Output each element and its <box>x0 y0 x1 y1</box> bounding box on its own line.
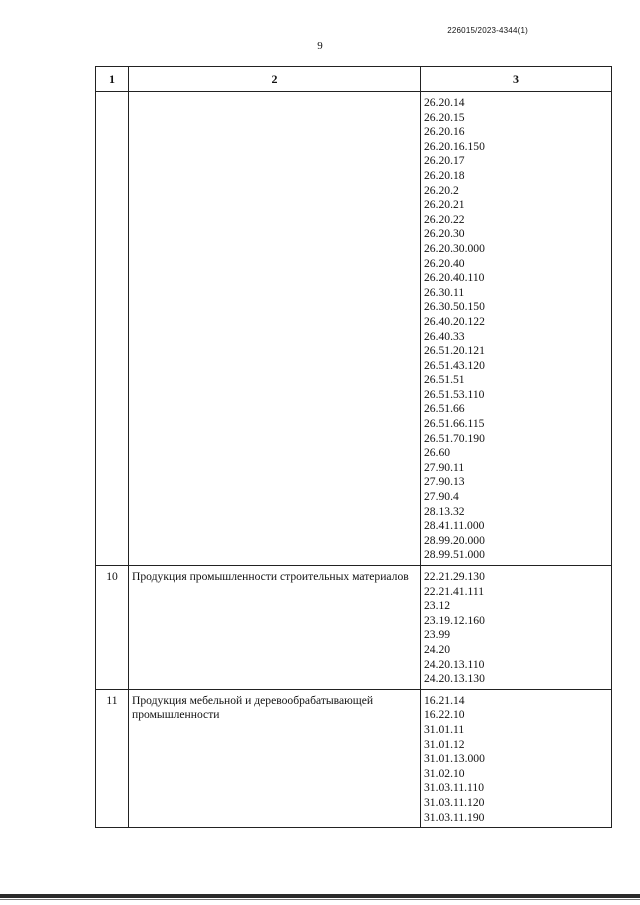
table-row <box>96 689 612 827</box>
page-bottom-rule <box>0 894 640 898</box>
classification-code: 26.51.20.121 <box>424 344 485 358</box>
classification-code: 26.51.70.190 <box>424 431 485 445</box>
classification-code: 23.19.12.160 <box>424 613 485 627</box>
classification-code: 22.21.41.111 <box>424 584 485 598</box>
classification-code: 26.60 <box>424 446 451 460</box>
document-id: 226015/2023-4344(1) <box>447 26 528 35</box>
classification-code: 31.03.11.110 <box>424 781 485 795</box>
codes-table <box>95 66 612 828</box>
code-list <box>421 566 612 690</box>
row-number: 11 <box>96 689 129 827</box>
row-number <box>96 92 129 566</box>
product-category: Продукция промышленности строительных материалов <box>129 566 421 690</box>
column-header: 2 <box>129 67 421 92</box>
classification-code: 24.20.13.110 <box>424 657 485 671</box>
classification-code: 26.20.16.150 <box>424 139 485 153</box>
classification-code: 28.41.11.000 <box>424 519 485 533</box>
classification-code: 26.20.17 <box>424 154 465 168</box>
column-header: 3 <box>421 67 612 92</box>
classification-code: 26.40.20.122 <box>424 314 485 328</box>
classification-code: 26.20.30.000 <box>424 241 485 255</box>
product-category: Продукция мебельной и деревообрабатывающей промышленности <box>129 689 421 827</box>
classification-code: 16.21.14 <box>424 693 465 707</box>
table-header-row <box>96 67 612 92</box>
classification-code: 26.20.14 <box>424 96 465 109</box>
classification-code: 26.20.2 <box>424 183 459 197</box>
classification-code: 26.20.22 <box>424 212 465 226</box>
table-row <box>96 92 612 566</box>
classification-code: 28.99.20.000 <box>424 533 485 547</box>
code-list <box>421 92 612 566</box>
classification-code: 27.90.11 <box>424 460 465 474</box>
classification-code: 26.30.50.150 <box>424 300 485 314</box>
classification-code: 26.51.66 <box>424 402 465 416</box>
classification-code: 26.20.40.110 <box>424 271 485 285</box>
classification-code: 28.13.32 <box>424 504 465 518</box>
product-category <box>129 92 421 566</box>
classification-code: 23.99 <box>424 628 451 642</box>
classification-code: 31.01.13.000 <box>424 752 485 766</box>
page-number: 9 <box>317 40 323 52</box>
classification-code: 26.20.16 <box>424 125 465 139</box>
classification-code: 24.20 <box>424 642 451 656</box>
classification-code: 31.02.10 <box>424 766 465 780</box>
classification-code: 22.21.29.130 <box>424 570 485 583</box>
classification-code: 26.40.33 <box>424 329 465 343</box>
code-list <box>421 689 612 827</box>
classification-code: 27.90.13 <box>424 475 465 489</box>
row-number: 10 <box>96 566 129 690</box>
classification-code: 26.20.18 <box>424 168 465 182</box>
classification-code: 26.30.11 <box>424 285 465 299</box>
classification-code: 26.51.66.115 <box>424 417 485 431</box>
classification-code: 26.20.30 <box>424 227 465 241</box>
classification-code: 31.01.12 <box>424 737 465 751</box>
classification-code: 26.20.21 <box>424 198 465 212</box>
classification-code: 26.20.15 <box>424 110 465 124</box>
classification-code: 24.20.13.130 <box>424 672 485 686</box>
table-row <box>96 566 612 690</box>
classification-code: 23.12 <box>424 599 451 613</box>
classification-code: 31.03.11.120 <box>424 795 485 809</box>
classification-code: 26.51.53.110 <box>424 387 485 401</box>
classification-code: 28.99.51.000 <box>424 548 485 562</box>
classification-code: 27.90.4 <box>424 490 459 504</box>
classification-code: 26.51.51 <box>424 373 465 387</box>
classification-code: 31.03.11.190 <box>424 810 485 824</box>
column-header: 1 <box>96 67 129 92</box>
classification-code: 26.20.40 <box>424 256 465 270</box>
classification-code: 16.22.10 <box>424 708 465 722</box>
classification-code: 26.51.43.120 <box>424 358 485 372</box>
classification-code: 31.01.11 <box>424 722 465 736</box>
